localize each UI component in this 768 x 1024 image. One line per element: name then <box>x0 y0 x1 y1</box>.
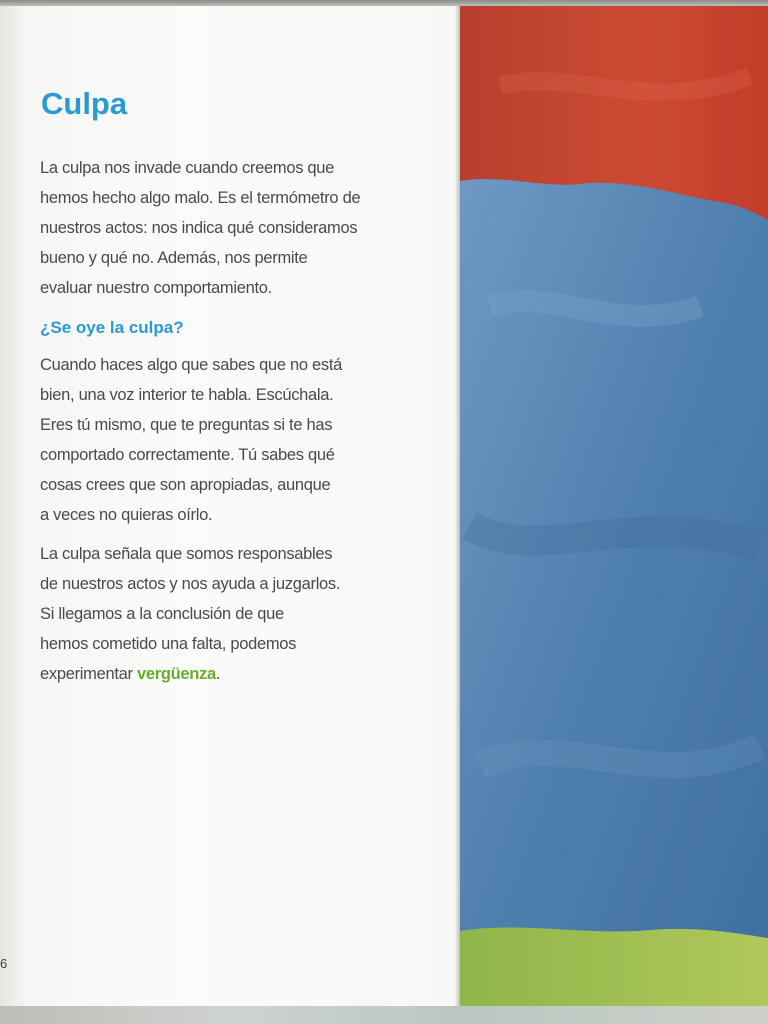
page-number: 6 <box>0 956 8 971</box>
text-page <box>0 6 460 1008</box>
text-line: bien, una voz interior te habla. Escúchala. <box>40 386 334 404</box>
text-line: hemos cometido una falta, podemos <box>40 635 297 653</box>
painting-svg <box>460 6 768 1008</box>
painted-illustration <box>460 6 768 1008</box>
intro-paragraph <box>40 153 440 303</box>
text-line: a veces no quieras oírlo. <box>40 506 213 524</box>
highlighted-term: vergüenza <box>136 665 216 683</box>
text-fragment: . <box>215 665 221 683</box>
text-line: nuestros actos: nos indica qué consideramos <box>40 219 358 237</box>
text-line: comportado correctamente. Tú sabes qué <box>40 446 335 464</box>
closing-paragraph <box>40 539 440 689</box>
page-title: Culpa <box>41 86 128 121</box>
text-line: La culpa señala que somos responsables <box>40 545 333 563</box>
text-line: hemos hecho algo malo. Es el termómetro de <box>40 189 361 207</box>
text-line: cosas crees que son apropiadas, aunque <box>40 476 331 494</box>
paint-stroke <box>470 526 760 546</box>
text-fragment: experimentar <box>40 665 137 683</box>
green-band <box>460 927 768 1008</box>
section-paragraph <box>40 350 440 530</box>
text-line: bueno y qué no. Además, nos permite <box>40 249 308 267</box>
text-line: La culpa nos invade cuando creemos que <box>40 159 335 177</box>
text-line-last <box>40 659 440 689</box>
section-subheading: ¿Se oye la culpa? <box>40 318 184 337</box>
scan-bottom-edge <box>0 1006 768 1024</box>
text-line: Cuando haces algo que sabes que no está <box>40 356 343 374</box>
text-line: Eres tú mismo, que te preguntas si te has <box>40 416 333 434</box>
text-line: evaluar nuestro comportamiento. <box>40 279 272 297</box>
paint-stroke <box>480 746 760 766</box>
text-line: Si llegamos a la conclusión de que <box>40 605 284 623</box>
text-line: de nuestros actos y nos ayuda a juzgarlos. <box>40 575 341 593</box>
